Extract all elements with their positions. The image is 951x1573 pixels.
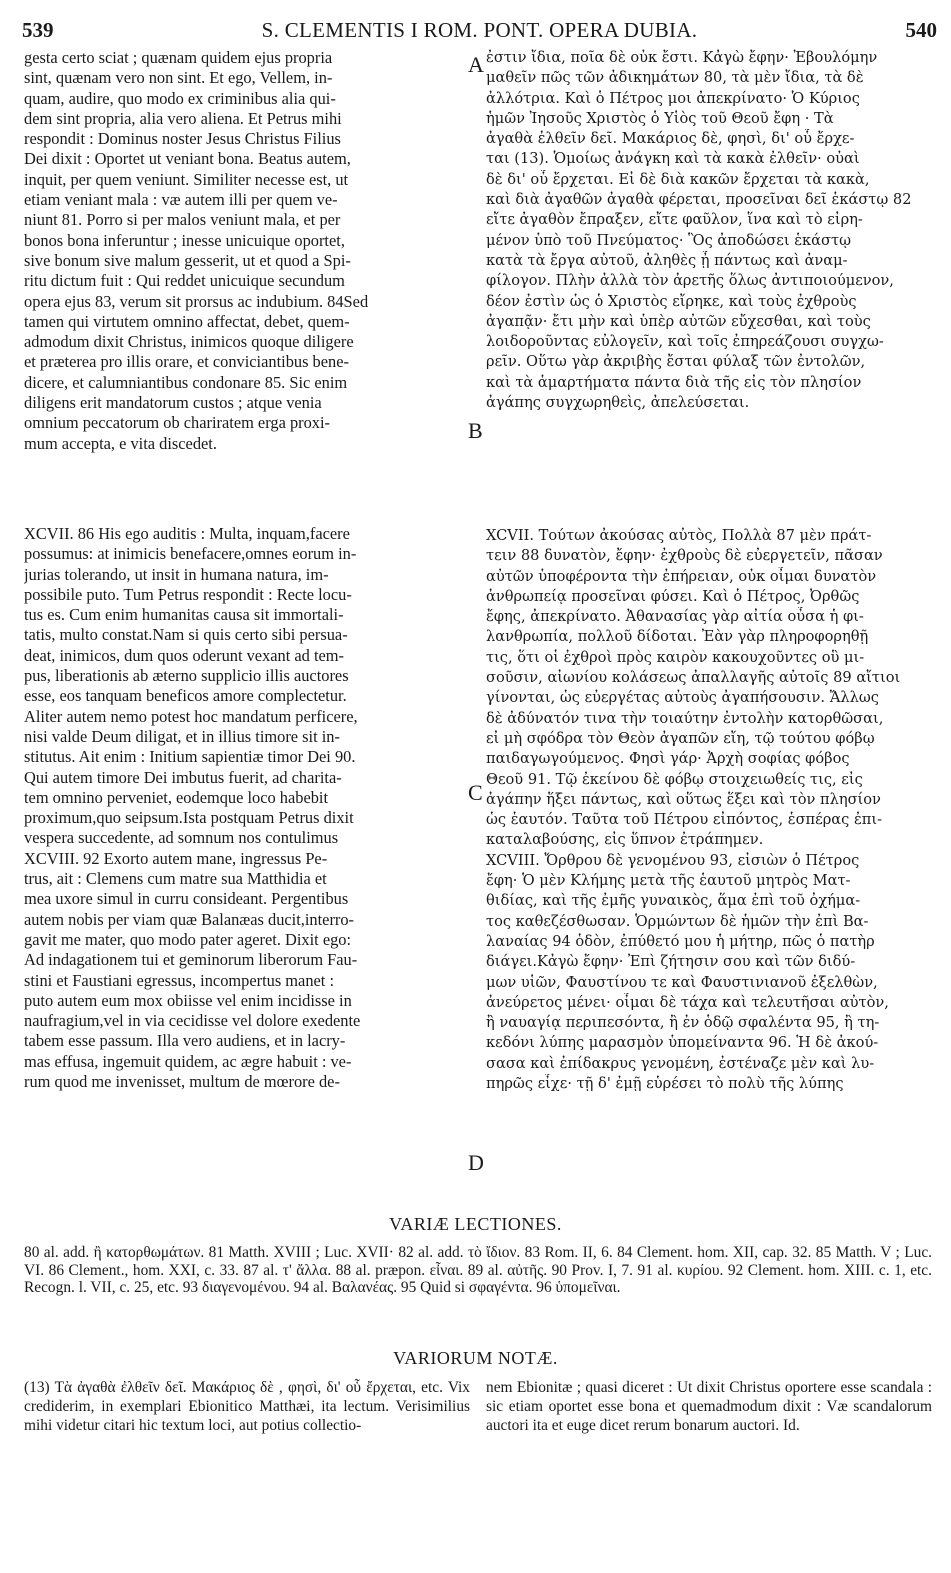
running-title: S. CLEMENTIS I ROM. PONT. OPERA DUBIA. xyxy=(261,18,698,42)
greek-text-line: ρεῖν. Οὕτω γὰρ ἀκριβὴς ἔσται φύλαξ τῶν ἐντολῶν, xyxy=(486,353,866,371)
margin-marker-b: B xyxy=(468,418,483,443)
greek-text-line: φίλογον. Πλὴν ἀλλὰ τὸν ἀρετῆς ὅλως ἀντιποιούμενον, xyxy=(486,272,894,290)
notes-left-column: (13) Τὰ ἀγαθὰ ἐλθεῖν δεῖ. Μακάριος δὲ , φησὶ, δι' οὗ ἔρχεται, etc. Vix crediderim, in exemplari Ebionitico Matthæi, ita lectum. Verisimilius mihi videtur citari hic textum loci, aut potius collectio- xyxy=(24,1379,470,1434)
latin-text-line: gavit me mater, quo modo pater ageret. Dixit ego: xyxy=(24,929,352,949)
latin-text-line: ritu dictum fuit : Qui reddet unicuique secundum xyxy=(24,271,345,291)
latin-text-line: mas effusa, ingemuit quidem, ac ægre habuit : ve- xyxy=(24,1051,352,1071)
latin-text-line: opera ejus 83, verum sit prorsus ac indubium. 84Sed xyxy=(24,291,369,311)
greek-column-part-1 xyxy=(486,48,932,413)
greek-text-line: καταλαβούσης, εἰς ὕπνον ἐτράπημεν. xyxy=(486,831,764,849)
latin-column-part-2 xyxy=(24,524,468,1092)
latin-text-line: deat, inimicos, dum quos oderunt vexant ad tem- xyxy=(24,645,345,665)
latin-text-line: inquit, per quem veniunt. Similiter necesse est, ut xyxy=(24,169,349,189)
latin-text-line: Ad indagationem tui et geminorum liberorum Fau- xyxy=(24,950,358,970)
greek-text-line: XCVIII. Ὄρθρου δὲ γενομένου 93, εἰσιὼν ὁ Πέτρος xyxy=(486,851,860,869)
greek-text-line: ἔφη· Ὁ μὲν Κλήμης μετὰ τῆς ἑαυτοῦ μητρὸς Ματ- xyxy=(486,872,851,890)
greek-text-line: παιδαγωγούμενος. Φησὶ γάρ· Ἀρχὴ σοφίας φόβος xyxy=(486,750,850,768)
greek-text-line: τις, ὅτι οἱ ἐχθροὶ πρὸς καιρὸν κακουχοῦντες οὓ μι- xyxy=(486,648,865,666)
latin-text-line: mum accepta, e vita discedet. xyxy=(24,433,217,453)
margin-marker-c: C xyxy=(468,780,483,805)
greek-text-line: μένον ὑπὸ τοῦ Πνεύματος· Ὃς ἀποδώσει ἑκάστῳ xyxy=(486,231,851,249)
latin-text-line: diligens erit mandatorum custos ; atque venia xyxy=(24,393,322,413)
greek-text-line: καὶ διὰ ἀγαθῶν ἀγαθὰ φέρεται, προσεῖναι δεῖ ἑκάστῳ 82 xyxy=(486,191,912,209)
greek-text-line: ἐστιν ἴδια, ποῖα δὲ οὐκ ἔστι. Κἀγὼ ἔφην· Ἐβουλόμην xyxy=(486,49,878,66)
greek-text-line: Θεοῦ 91. Τῷ ἐκείνου δὲ φόβῳ στοιχειωθείς τις, εἰς xyxy=(486,770,863,788)
greek-text-line: μαθεῖν πῶς τῶν ἀδικημάτων 80, τὰ μὲν ἴδια, τὰ δὲ xyxy=(486,69,864,87)
latin-text-line: possumus: at inimicis benefacere,omnes eorum in- xyxy=(24,544,357,564)
greek-column-part-2 xyxy=(486,526,932,1094)
latin-text-line: stitutus. Ait enim : Initium sapientiæ timor Dei 90. xyxy=(24,747,356,767)
greek-text-line: ἀνεύρετος μένει· οἶμαι δὲ τάχα καὶ τελευτῆσαι αὐτὸν, xyxy=(486,993,889,1011)
greek-text-line: ἀγαπᾷν· ἔτι μὴν καὶ ὑπὲρ αὐτῶν εὔχεσθαι, καὶ τοὺς xyxy=(486,312,871,330)
greek-text-line: ἀγάπης συγχωρηθεὶς, ἀπελεύσεται. xyxy=(486,394,750,412)
variae-lectiones-heading: VARIÆ LECTIONES. xyxy=(389,1214,562,1234)
latin-text-line: tamen qui virtutem omnino affectat, debet, quem- xyxy=(24,311,350,331)
greek-text-line: κεδόνι λύπης μαρασμὸν ὑπομείναντα 96. Ἡ δὲ ἀκού- xyxy=(486,1034,879,1052)
latin-text-line: naufragium,vel in via cecidisse vel dolore exedente xyxy=(24,1011,361,1031)
latin-text-line: pus, liberationis ab æterno supplicio illis auctores xyxy=(24,666,349,686)
greek-text-line: λανθρωπία, πολλοῦ δίδοται. Ἐὰν γὰρ πληροφορηθῇ xyxy=(486,628,869,646)
running-header xyxy=(22,18,937,44)
latin-text-line: esse, eos tanquam beneficos amore complectetur. xyxy=(24,686,347,706)
latin-text-line: Qui autem timore Dei imbutus fuerit, ad charita- xyxy=(24,767,342,787)
greek-text-line: τος καθεζέσθωσαν. Ὁρμώντων δὲ ἡμῶν τὴν ἐπὶ Βα- xyxy=(486,912,869,930)
latin-text-line: stini et Faustiani egressus, incompertus manet : xyxy=(24,970,335,990)
margin-marker-d: D xyxy=(468,1150,484,1175)
greek-text-line: πηρῶς εἶχε· τῇ δ' ἐμῇ εὑρέσει τὸ πολὺ τῆς λύπης xyxy=(486,1075,844,1093)
latin-text-line: etiam veniant mala : væ autem illi per quem ve- xyxy=(24,190,338,210)
latin-text-line: trus, ait : Clemens cum matre sua Matthidia et xyxy=(24,869,327,889)
latin-text-line: nisi valde Deum diligat, et in illius timore sit in- xyxy=(24,726,340,746)
greek-text-line: τειν 88 δυνατὸν, ἔφην· ἐχθροὺς δὲ εὐεργετεῖν, πᾶσαν xyxy=(486,547,883,565)
latin-text-line: dem sint propria, alia vero aliena. Et Petrus mihi xyxy=(24,108,342,128)
greek-text-line: καὶ τὰ ἁμαρτήματα πάντα διὰ τῆς εἰς τὸν πλησίον xyxy=(486,373,862,391)
latin-text-line: vespera succedente, ad somnum nos contulimus xyxy=(24,828,339,848)
greek-text-line: δέον ἐστὶν ὡς ὁ Χριστὸς εἴρηκε, καὶ τοὺς ἐχθροὺς xyxy=(486,292,857,310)
margin-marker-a: A xyxy=(468,52,484,77)
latin-text-line: admodum dixit Christus, inimicos quoque diligere xyxy=(24,332,354,352)
latin-text-line: Aliter autem nemo potest hoc mandatum perficere, xyxy=(24,706,358,726)
latin-text-line: respondit : Dominus noster Jesus Christus Filius xyxy=(24,129,341,149)
latin-text-line: bonos bona inferuntur ; inesse unicuique oportet, xyxy=(24,230,345,250)
greek-text-line: κατὰ τὰ ἔργα αὐτοῦ, ἀληθὲς ᾖ πάντως καὶ ἀναμ- xyxy=(486,251,848,269)
latin-text-line: quam, audire, quo modo ex criminibus alia qui- xyxy=(24,88,336,108)
greek-text-line: ἀνθρωπείᾳ προσεῖναι φύσει. Καὶ ὁ Πέτρος, Ὀρθῶς xyxy=(486,587,860,605)
latin-text-line: tem omnino perveniet, eodemque loco habebit xyxy=(24,787,329,807)
greek-text-line: ἀγαθὰ ἐλθεῖν δεῖ. Μακάριος δὲ, φησὶ, δι' οὗ ἔρχε- xyxy=(486,130,855,148)
latin-text-line: rum quod me invenisset, multum de mœrore de- xyxy=(24,1072,340,1092)
greek-text-line: ἀλλότρια. Καὶ ὁ Πέτρος μοι ἀπεκρίνατο· Ὁ Κύριος xyxy=(486,89,860,107)
latin-text-line: gesta certo sciat ; quænam quidem ejus propria xyxy=(24,48,333,67)
latin-text-line: autem nobis per viam quæ Balanæas ducit,interro- xyxy=(24,909,355,929)
greek-text-line: XCVII. Τούτων ἀκούσας αὐτὸς, Πολλὰ 87 μὲν πράτ- xyxy=(486,527,872,544)
greek-text-line: λοιδοροῦντας εὐλογεῖν, καὶ τοῖς ἐπηρεάζουσι συγχω- xyxy=(486,333,884,351)
latin-text-line: Dei dixit : Oportet ut veniant bona. Beatus autem, xyxy=(24,149,351,169)
variorum-notae-heading: VARIORUM NOTÆ. xyxy=(393,1348,558,1368)
latin-text-line: niunt 81. Porro si per malos veniunt mala, et per xyxy=(24,210,341,230)
greek-text-line: εἴτε ἀγαθὸν ἔπραξεν, εἴτε φαῦλον, ἵνα καὶ τὸ εἰρη- xyxy=(486,211,863,229)
greek-text-line: αὐτῶν ὑποφέροντα τὴν ἐπήρειαν, οὐκ οἶμαι δυνατὸν xyxy=(486,567,877,585)
latin-text-line: jurias tolerando, ut insit in humana natura, im- xyxy=(24,564,329,584)
page-number-right: 540 xyxy=(905,18,937,42)
greek-text-line: εἰ μὴ σφόδρα τὸν Θεὸν ἀγαπῶν εἴη, τῷ τούτου φόβῳ xyxy=(486,729,875,747)
latin-text-line: mea uxore simul in curru consideant. Pergentibus xyxy=(24,889,349,909)
latin-text-line: dicere, et calumniantibus condonare 85. Sic enim xyxy=(24,372,348,392)
latin-text-line: tus es. Cum enim humanitas causa sit immortali- xyxy=(24,605,344,625)
variae-lectiones-text: 80 al. add. ἢ κατορθωμάτων. 81 Matth. XVIII ; Luc. XVII· 82 al. add. τὸ ἴδιον. 83 Rom. II, 6. 84 Clement. hom. XII, cap. 32. 85 Matth. V ; Luc. VI. 86 Clement., hom. XXI, c. 33. 87 al. τ' ἄλλα. 88 al. præpon. εἶναι. 89 al. αὐτῆς. 90 Prov. I, 7. 91 al. κυρίου. 92 Clement. hom. XIII. c. 1, etc. Recogn. l. VII, c. 25, etc. 93 διαγενομένου. 94 al. Βαλανέας. 95 Quid si σφαγέντα. 96 ὑπομεῖναι. xyxy=(24,1244,932,1296)
latin-text-line: proximum,quo seipsum.Ista postquam Petrus dixit xyxy=(24,808,354,828)
greek-text-line: μων υἱῶν, Φαυστίνου τε καὶ Φαυστινιανοῦ ἐξελθὼν, xyxy=(486,973,878,991)
greek-text-line: σοῦσιν, αἰωνίου κολάσεως ἀπαλλαγῆς αὐτοῖς 89 αἴτιοι xyxy=(486,669,901,687)
greek-text-line: σασα καὶ ἐπίδακρυς γενομένη, ἐστέναζε μὲν καὶ λυ- xyxy=(486,1054,875,1072)
latin-column-part-1 xyxy=(24,48,468,454)
latin-text-line: tabem esse passum. Illa vero audiens, et in lacry- xyxy=(24,1031,346,1051)
greek-text-line: δὲ δι' οὗ ἔρχεται. Εἰ δὲ διὰ κακῶν ἔρχεται τὰ κακὰ, xyxy=(486,170,870,188)
greek-text-line: ἡμῶν Ἰησοῦς Χριστὸς ὁ Υἱὸς τοῦ Θεοῦ ἔφη · Τὰ xyxy=(486,109,834,127)
greek-text-line: ἢ ναυαγίᾳ περιπεσόντα, ἢ ἐν ὁδῷ σφαλέντα 95, ἢ τη- xyxy=(486,1014,880,1032)
latin-text-line: omnium peccatorum ob chariratem erga proxi- xyxy=(24,413,330,433)
notes-right-column: nem Ebionitæ ; quasi diceret : Ut dixit Christus oportere esse scandala : sic etiam oportet esse bona et quemadmodum dixit : Væ scandalorum auctori ita et euge dicet rerum bonarum auctori. Id. xyxy=(486,1379,932,1434)
greek-text-line: ὡς ἑαυτόν. Ταῦτα τοῦ Πέτρου εἰπόντος, ἑσπέρας ἐπι- xyxy=(486,811,883,829)
greek-text-line: ἀγάπην ἥξει πάντως, καὶ οὕτως ἕξει καὶ τὸν πλησίον xyxy=(486,790,881,808)
greek-text-line: ται (13). Ὁμοίως ἀνάγκη καὶ τὰ κακὰ ἐλθεῖν· οὐαὶ xyxy=(486,150,860,168)
latin-text-line: possibile puto. Tum Petrus respondit : Recte locu- xyxy=(24,584,352,604)
page-number-left: 539 xyxy=(22,18,54,42)
greek-text-line: δὲ ἀδύνατόν τινα τὴν τοιαύτην ἐντολὴν κατορθῶσαι, xyxy=(486,709,884,727)
latin-text-line: et præterea pro illis orare, et conviciantibus bene- xyxy=(24,352,349,372)
latin-text-line: tatis, multo constat.Nam si quis certo sibi persua- xyxy=(24,625,348,645)
latin-text-line: puto autem eum mox obiisse vel enim incidisse in xyxy=(24,990,352,1010)
latin-text-line: XCVII. 86 His ego auditis : Multa, inquam,facere xyxy=(24,524,350,543)
greek-text-line: διάγει.Κἀγὼ ἔφην· Ἐπὶ ζήτησιν σου καὶ τῶν διδύ- xyxy=(486,953,856,971)
latin-text-line: sint, quænam vero non sint. Et ego, Vellem, in- xyxy=(24,68,333,88)
greek-text-line: θιδίας, καὶ τῆς ἐμῆς γυναικὸς, ἅμα ἐπὶ τοῦ ὀχήμα- xyxy=(486,892,861,910)
latin-text-line: sive bonum sive malum gesserit, ut et quod a Spi- xyxy=(24,250,351,270)
greek-text-line: λαναίας 94 ὁδὸν, ἐπύθετό μου ἡ μήτηρ, πῶς ὁ πατὴρ xyxy=(486,932,875,950)
greek-text-line: γίνονται, ὡς εὐεργέτας αὐτοὺς ἀγαπήσουσιν. Ἄλλως xyxy=(486,689,879,707)
greek-text-line: ἔφης, ἀπεκρίνατο. Ἀθανασίας γὰρ αἰτία οὖσα ἡ φι- xyxy=(486,608,864,626)
latin-text-line: XCVIII. 92 Exorto autem mane, ingressus Pe- xyxy=(24,848,328,868)
